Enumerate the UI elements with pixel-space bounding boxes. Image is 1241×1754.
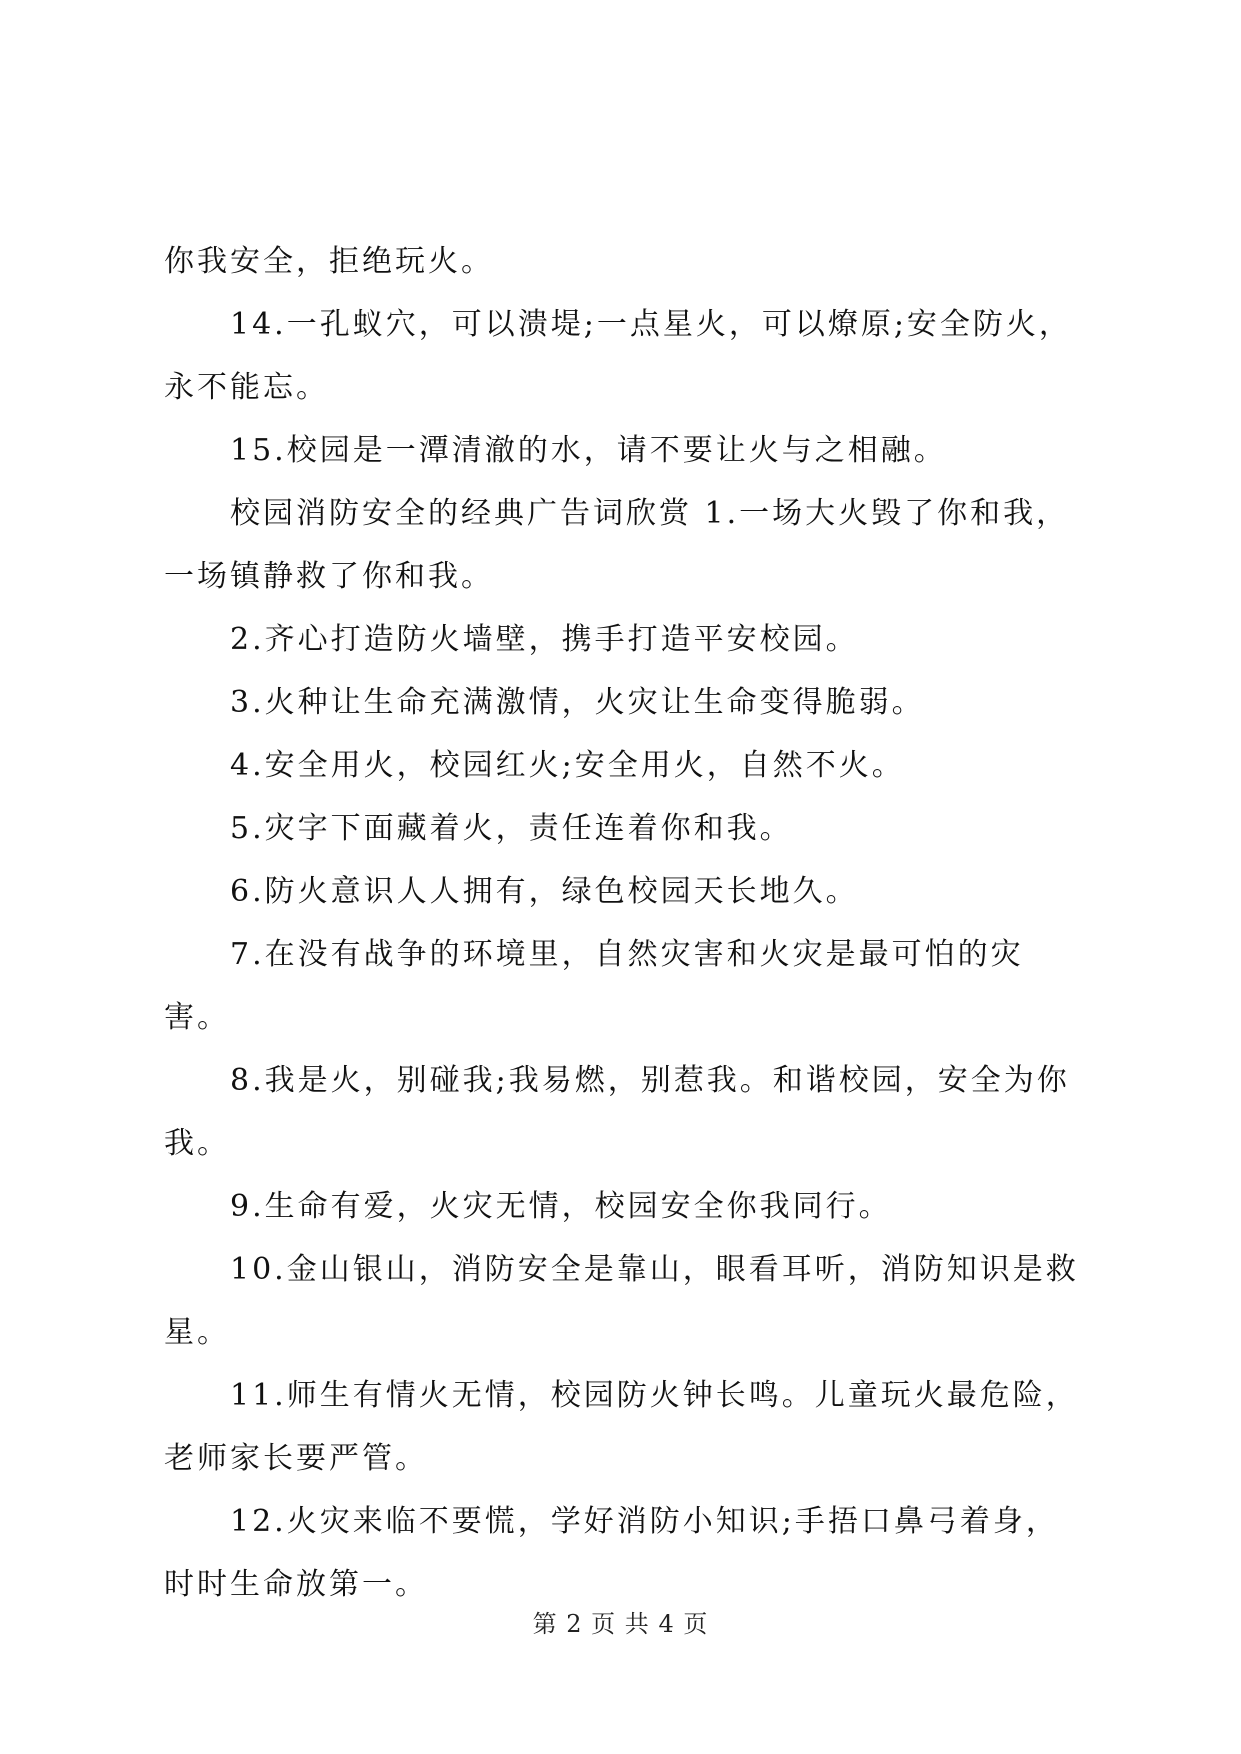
page-footer: 第 2 页 共 4 页 — [532, 1610, 709, 1638]
paragraph: 8.我是火，别碰我;我易燃，别惹我。和谐校园，安全为你我。 — [164, 1063, 1070, 1161]
paragraph: 9.生命有爱，火灾无情，校园安全你我同行。 — [230, 1189, 892, 1224]
paragraph: 11.师生有情火无情，校园防火钟长鸣。儿童玩火最危险，老师家长要严管。 — [164, 1378, 1079, 1476]
paragraph: 15.校园是一潭清澈的水，请不要让火与之相融。 — [230, 433, 947, 468]
paragraph: 5.灾字下面藏着火，责任连着你和我。 — [230, 811, 793, 846]
paragraph: 3.火种让生命充满激情，火灾让生命变得脆弱。 — [230, 685, 925, 720]
paragraph: 你我安全，拒绝玩火。 — [164, 244, 494, 279]
paragraph: 校园消防安全的经典广告词欣赏 1.一场大火毁了你和我，一场镇静救了你和我。 — [164, 496, 1070, 594]
paragraph: 4.安全用火，校园红火;安全用火，自然不火。 — [230, 748, 905, 783]
paragraph: 2.齐心打造防火墙壁，携手打造平安校园。 — [230, 622, 859, 657]
body-text — [164, 230, 1084, 1616]
paragraph: 6.防火意识人人拥有，绿色校园天长地久。 — [230, 874, 859, 909]
paragraph: 10.金山银山，消防安全是靠山，眼看耳听，消防知识是救星。 — [164, 1252, 1079, 1350]
paragraph: 12.火灾来临不要慌，学好消防小知识;手捂口鼻弓着身，时时生命放第一。 — [164, 1504, 1059, 1602]
paragraph: 7.在没有战争的环境里，自然灾害和火灾是最可怕的灾害。 — [164, 937, 1024, 1035]
paragraph: 14.一孔蚁穴，可以溃堤;一点星火，可以燎原;安全防火，永不能忘。 — [164, 307, 1072, 405]
